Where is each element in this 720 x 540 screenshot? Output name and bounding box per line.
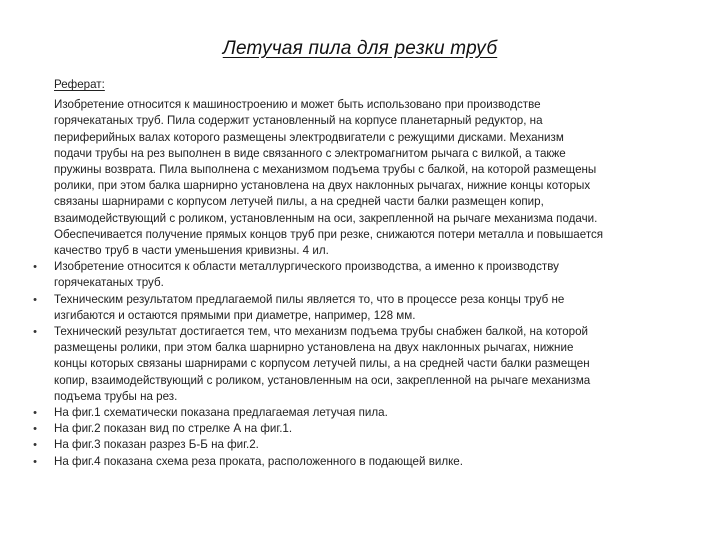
list-item [33, 259, 700, 291]
abstract-line: взаимодействующий с роликом, установленным на оси, закрепленной на рычаге механизма подачи. [54, 211, 598, 225]
page-title: Летучая пила для резки труб [222, 38, 498, 59]
bullet-icon: • [33, 293, 37, 306]
list-item-line: Техническим результатом предлагаемой пилы является то, что в процессе реза концы труб не [54, 292, 565, 306]
list-item [33, 405, 700, 421]
list-item [33, 292, 700, 324]
abstract-line: качество труб в части уменьшения кривизны. 4 ил. [54, 244, 329, 258]
list-item [33, 421, 700, 437]
abstract-line: пружины возврата. Пила выполнена с механизмом подъема трубы с балкой, на которой размещены [54, 163, 597, 177]
abstract-line: периферийных валах которого размещены электродвигатели с режущими дисками. Механизм [54, 130, 564, 144]
list-item-line: изгибаются и остаются прямыми при диаметре, например, 128 мм. [54, 308, 416, 322]
list-item [33, 324, 700, 405]
list-item [33, 437, 700, 453]
abstract-label: Реферат: [54, 78, 105, 91]
bullet-icon: • [33, 455, 37, 468]
list-item [33, 454, 700, 470]
bullet-icon: • [33, 261, 37, 274]
abstract-line: горячекатаных труб. Пила содержит установленный на корпусе планетарный редуктор, на [54, 114, 543, 128]
bullet-icon: • [33, 407, 37, 420]
list-item-line: На фиг.3 показан разрез Б-Б на фиг.2. [54, 438, 259, 452]
list-item-line: подъема трубы на рез. [54, 389, 178, 403]
list-item-line: Технический результат достигается тем, что механизм подъема трубы снабжен балкой, на которой [54, 325, 589, 339]
list-item-line: размещены ролики, при этом балка шарнирно установлена на двух наклонных рычагах, нижние [54, 341, 574, 355]
abstract-paragraph [54, 97, 700, 259]
abstract-line: ролики, при этом балка шарнирно установлена на двух наклонных рычагах, нижние концы которых [54, 179, 591, 193]
list-item-line: На фиг.4 показана схема реза проката, расположенного в подающей вилке. [54, 454, 463, 468]
list-item-line: На фиг.2 показан вид по стрелке А на фиг.1. [54, 422, 293, 436]
list-item-line: концы которых связаны шарнирами с корпусом летучей пилы, а на средней части балки размещен [54, 357, 590, 371]
list-item-line: Изобретение относится к области металлургического производства, а именно к производству [54, 260, 559, 274]
abstract-line: подачи трубы на рез выполнен в виде связанного с электромагнитом рычага с вилкой, а также [54, 146, 566, 160]
list-item-line: копир, взаимодействующий с роликом, установленным на оси, закрепленной на рычаге механизма [54, 373, 591, 387]
abstract-line: связаны шарнирами с корпусом летучей пилы, а на средней части балки размещен копир, [54, 195, 544, 209]
bullet-icon: • [33, 423, 37, 436]
abstract-line: Изобретение относится к машиностроению и может быть использовано при производстве [54, 98, 541, 112]
bullet-icon: • [33, 326, 37, 339]
document-body [30, 77, 700, 470]
list-item-line: На фиг.1 схематически показана предлагаемая летучая пила. [54, 406, 388, 420]
bullet-icon: • [33, 439, 37, 452]
abstract-line: Обеспечивается получение прямых концов труб при резке, снижаются потери металла и повышается [54, 227, 604, 241]
list-item-line: горячекатаных труб. [54, 276, 164, 290]
